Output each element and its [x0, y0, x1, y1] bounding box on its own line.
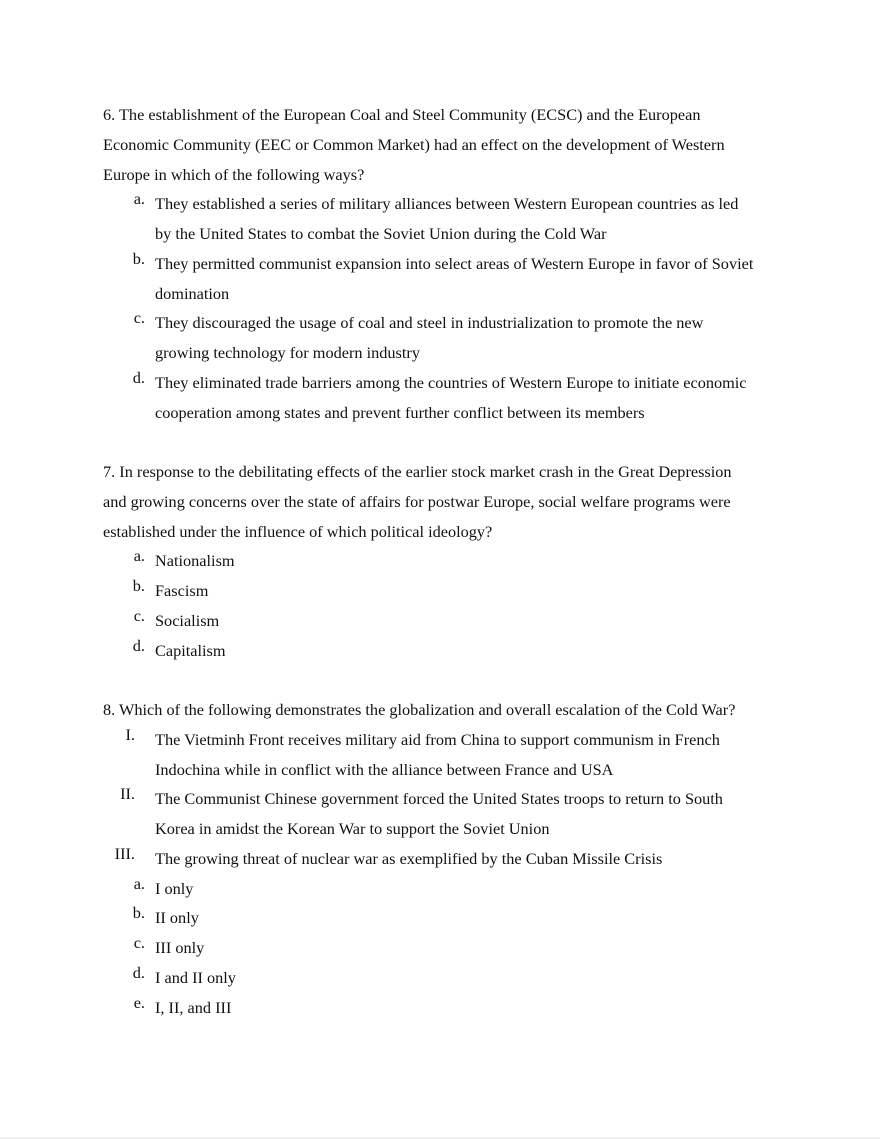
statement-text-line: Indochina while in conflict with the alliance between France and USA [155, 759, 614, 779]
answer-option-label: d. [132, 962, 145, 982]
answer-option-label: c. [133, 308, 145, 328]
question-6 [103, 100, 803, 427]
answer-option-text-line: growing technology for modern industry [155, 343, 420, 362]
question-text-line: and growing concerns over the state of affairs for postwar Europe, social welfare programs were [103, 491, 731, 511]
answer-option-label: a. [133, 189, 145, 209]
answer-option-text-line: Nationalism [155, 551, 235, 571]
question-text-line: 6. The establishment of the European Coal and Steel Community (ECSC) and the European [103, 105, 701, 124]
answer-option-label: c. [133, 933, 145, 952]
answer-option-text-line: They established a series of military alliances between Western European countries as led [155, 194, 739, 214]
answer-option-label: e. [133, 992, 145, 1012]
question-text-line: Europe in which of the following ways? [103, 164, 365, 184]
answer-option-text-line: I and II only [155, 967, 236, 987]
answer-option [103, 308, 803, 368]
answer-option [103, 933, 803, 963]
document-page [103, 100, 803, 1022]
answer-option [103, 368, 803, 428]
answer-option-label: c. [133, 605, 145, 625]
answer-option-label: b. [132, 576, 145, 595]
answer-option [103, 606, 803, 636]
statement-text-line: Korea in amidst the Korean War to support the Soviet Union [155, 819, 550, 838]
question-text-line: established under the influence of which political ideology? [103, 521, 493, 541]
answer-option [103, 576, 803, 606]
statement-text-line: The Vietminh Front receives military aid from China to support communism in French [155, 729, 720, 749]
statement [103, 844, 803, 874]
answer-option-text-line: They eliminated trade barriers among the countries of Western Europe to initiate economic [155, 372, 747, 392]
statement-label: II. [120, 784, 135, 804]
answer-option [103, 993, 803, 1023]
answer-option [103, 546, 803, 576]
answer-option [103, 963, 803, 993]
answer-option-text-line: They discouraged the usage of coal and steel in industrialization to promote the new [155, 313, 704, 333]
statement-text-line: The growing threat of nuclear war as exemplified by the Cuban Missile Crisis [155, 848, 663, 868]
question-text-line: 8. Which of the following demonstrates the globalization and overall escalation of the Cold War? [103, 700, 736, 719]
answer-option-label: a. [133, 546, 145, 566]
answer-option [103, 636, 803, 666]
question-8 [103, 695, 803, 1022]
statement-text-line: The Communist Chinese government forced the United States troops to return to South [155, 789, 723, 809]
question-text-line: Economic Community (EEC or Common Market) had an effect on the development of Western [103, 134, 725, 154]
statement-label: I. [125, 724, 135, 744]
answer-option-text-line: domination [155, 283, 230, 303]
question-spacer [103, 665, 803, 695]
answer-option [103, 189, 803, 249]
answer-option-text-line: Socialism [155, 610, 220, 630]
answer-option [103, 874, 803, 904]
statement [103, 725, 803, 785]
answer-option-text-line: Fascism [155, 581, 209, 600]
statement-label: III. [114, 843, 135, 863]
question-spacer [103, 427, 803, 457]
answer-option-text-line: Capitalism [155, 640, 226, 660]
answer-option-text-line: I, II, and III [155, 997, 232, 1017]
answer-option-label: b. [132, 903, 145, 923]
answer-option-text-line: cooperation among states and prevent further conflict between its members [155, 402, 645, 422]
answer-option-label: d. [132, 635, 145, 655]
answer-option-text-line: II only [155, 908, 199, 928]
answer-option-text-line: I only [155, 878, 194, 898]
answer-option-label: a. [133, 873, 145, 893]
answer-option [103, 249, 803, 309]
answer-option [103, 903, 803, 933]
question-7 [103, 457, 803, 665]
answer-option-text-line: III only [155, 938, 205, 957]
answer-option-label: b. [132, 248, 145, 268]
answer-option-text-line: They permitted communist expansion into select areas of Western Europe in favor of Soviet [155, 253, 754, 273]
answer-option-text-line: by the United States to combat the Soviet Union during the Cold War [155, 224, 607, 243]
question-text-line: 7. In response to the debilitating effects of the earlier stock market crash in the Great Depression [103, 462, 732, 481]
answer-option-label: d. [132, 367, 145, 387]
statement [103, 784, 803, 844]
